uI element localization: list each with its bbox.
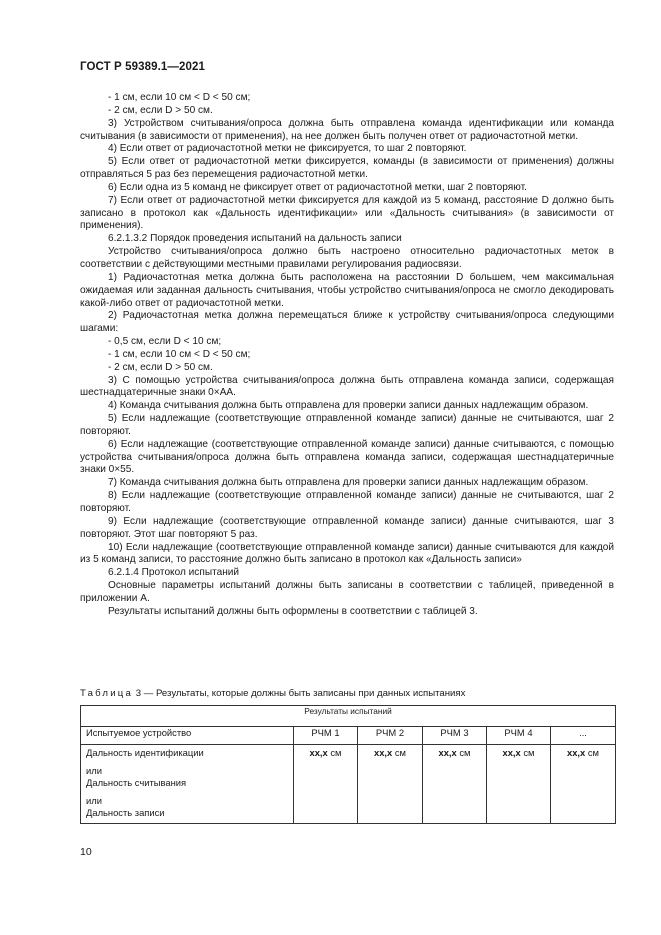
body-text: [80, 92, 614, 619]
paragraph: - 1 см, если 10 см < D < 50 см;: [108, 348, 251, 360]
results-table: [80, 705, 616, 824]
paragraph: - 2 см, если D > 50 см.: [108, 361, 213, 373]
table-cell-device: [81, 745, 294, 824]
table-caption-text: 3 — Результаты, которые должны быть записаны при данных испытаниях: [135, 688, 466, 699]
value-number: хх,х: [309, 747, 328, 758]
paragraph: 7) Если ответ от радиочастотной метки фиксируется для каждой из 5 команд, расстояние D должно быть записано в протокол как «Дальность идентификации» или «Дальность считывания» (в зависимости от применения).: [80, 194, 614, 232]
row-label: Дальность идентификации: [86, 747, 204, 758]
value-number: хх,х: [438, 747, 457, 758]
paragraph: 10) Если надлежащие (соответствующие отправленной команде записи) данные считываются для каждой из 5 команд записи, то расстояние должно быть записано в протокол как «Дальность записи»: [80, 541, 614, 566]
row-label: Дальность считывания: [86, 777, 187, 788]
table-cell-value: [358, 745, 423, 824]
value-number: хх,х: [502, 747, 521, 758]
paragraph: 2) Радиочастотная метка должна перемещаться ближе к устройству считывания/опроса следующими шагами:: [80, 310, 614, 335]
paragraph: - 1 см, если 10 см < D < 50 см;: [108, 92, 251, 103]
value-unit: см: [459, 747, 471, 758]
paragraph: 4) Если ответ от радиочастотной метки не фиксируется, то шаг 2 повторяют.: [108, 143, 467, 155]
paragraph: 5) Если ответ от радиочастотной метки фиксируется, команды (в зависимости от применения) должны отправляться 5 раз без перемещения радиочастотной метки.: [80, 156, 614, 181]
paragraph: 7) Команда считывания должна быть отправлена для проверки записи данных надлежащим образом.: [108, 477, 589, 489]
paragraph: 6) Если надлежащие (соответствующие отправленной команде записи) данные считываются, с помощью устройства считывания/опроса должна быть отправлена команда записи, содержащая шестнадцатеричные знаки 0×55.: [80, 438, 614, 476]
value-unit: см: [394, 747, 406, 758]
table-cell-value: [487, 745, 551, 824]
column-header: РЧМ 3: [423, 727, 487, 745]
value-number: хх,х: [567, 747, 586, 758]
table-cell-value: [551, 745, 616, 824]
row-label: или: [86, 795, 102, 806]
value-number: хх,х: [374, 747, 393, 758]
paragraph: 4) Команда считывания должна быть отправлена для проверки записи данных надлежащим образом.: [108, 400, 589, 412]
column-header: РЧМ 1: [294, 727, 358, 745]
column-header: ...: [551, 727, 616, 745]
table-caption-label: Таблица: [80, 688, 134, 699]
value-unit: см: [523, 747, 535, 758]
page-header-title: ГОСТ Р 59389.1—2021: [80, 61, 205, 73]
section-heading: 6.2.1.3.2 Порядок проведения испытаний на дальность записи: [108, 233, 402, 245]
value-unit: см: [587, 747, 599, 758]
paragraph: - 0,5 см, если D < 10 см;: [108, 336, 222, 348]
paragraph: - 2 см, если D > 50 см.: [108, 104, 213, 116]
row-label: Дальность записи: [86, 807, 165, 818]
page-number: 10: [80, 846, 92, 858]
paragraph: Результаты испытаний должны быть оформлены в соответствии с таблицей 3.: [108, 605, 478, 617]
column-header: РЧМ 4: [487, 727, 551, 745]
table-caption: [80, 688, 465, 699]
column-header: РЧМ 2: [358, 727, 423, 745]
paragraph: 1) Радиочастотная метка должна быть расположена на расстоянии D большем, чем максимальная ожидаемая или заданная дальность считывания, чтобы устройство считывания/опроса не смогло декодировать какой-либо ответ от радиочастотной метки.: [80, 271, 614, 309]
column-header: Испытуемое устройство: [81, 727, 294, 745]
paragraph: 8) Если надлежащие (соответствующие отправленной команде записи) данные не считываются, шаг 2 повторяют.: [80, 490, 614, 514]
table-row: [81, 745, 616, 824]
paragraph: 9) Если надлежащие (соответствующие отправленной команде записи) данные считываются, шаг 3 повторяют. Этот шаг повторяют 5 раз.: [80, 515, 614, 540]
value-unit: см: [330, 747, 342, 758]
paragraph: 3) Устройством считывания/опроса должна быть отправлена команда идентификации или команда считывания (в зависимости от применения), на нее должен быть получен ответ от радиочастотной метки.: [80, 117, 614, 142]
paragraph: Устройство считывания/опроса должно быть настроено относительно радиочастотных меток в соответствии с действующими местными правилами регулирования радиосвязи.: [80, 246, 614, 270]
paragraph: 6) Если одна из 5 команд не фиксирует ответ от радиочастотной метки, шаг 2 повторяют.: [108, 181, 527, 193]
paragraph: 3) С помощью устройства считывания/опроса должна быть отправлена команда записи, содержащая шестнадцатеричные знаки 0×АА.: [80, 374, 614, 399]
table-group-header: Результаты испытаний: [81, 706, 616, 727]
section-heading: 6.2.1.4 Протокол испытаний: [108, 567, 240, 579]
paragraph: 5) Если надлежащие (соответствующие отправленной команде записи) данные не считываются, шаг 2 повторяют.: [80, 413, 614, 437]
table-cell-value: [423, 745, 487, 824]
table-cell-value: [294, 745, 358, 824]
paragraph: Основные параметры испытаний должны быть записаны в соответствии с таблицей, приведенной в приложении А.: [80, 580, 614, 604]
row-label: или: [86, 765, 102, 776]
